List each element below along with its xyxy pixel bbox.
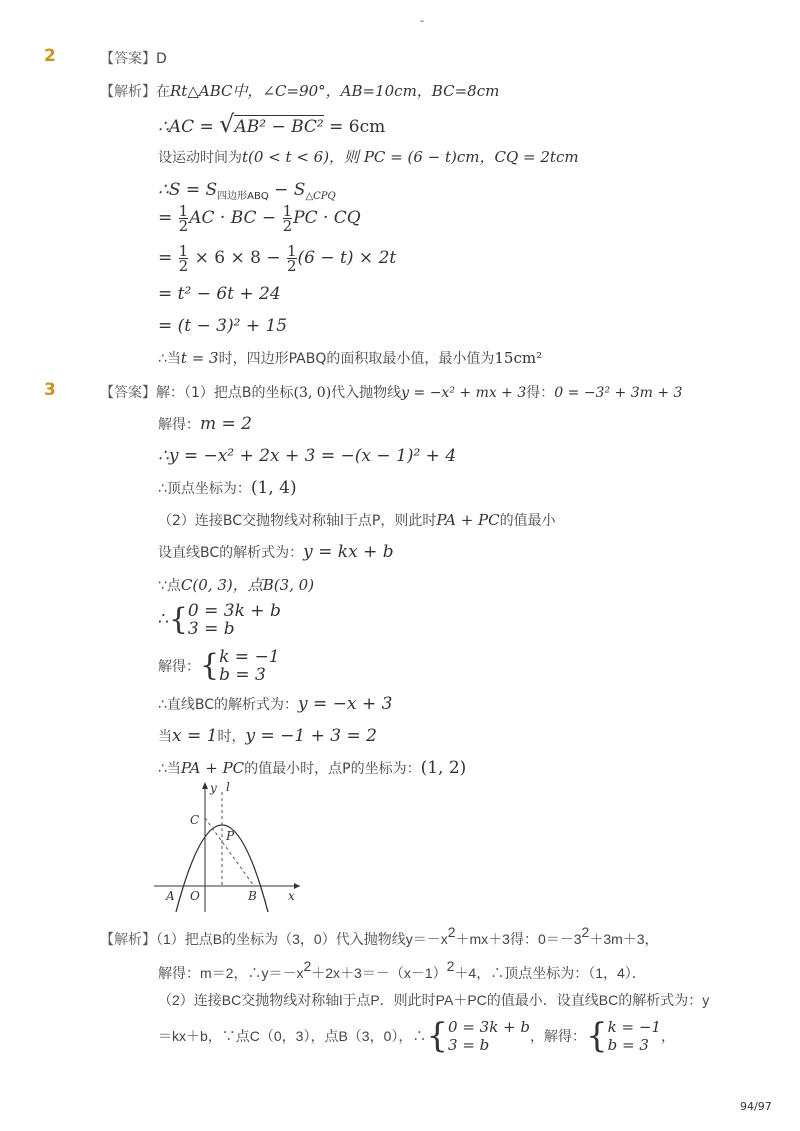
- q2-line-conclusion: [158, 348, 542, 368]
- q2-line-quadratic: = t² − 6t + 24: [158, 284, 281, 304]
- q3-analysis-line-1: 【解析】（1）把点B的坐标为（3，0）代入抛物线y＝－x2＋mx＋3得：0＝－32＋3m＋3，: [100, 924, 659, 948]
- math: t(0 < t < 6)，则 PC = (6 − t)cm，CQ = 2tcm: [242, 148, 579, 166]
- q3-line-solve-m: [158, 414, 252, 434]
- label-c: C: [190, 813, 200, 827]
- text: （1）把点B的坐标为（3，0）代入抛物线y＝－x: [156, 931, 448, 947]
- text: ∵点: [158, 578, 181, 594]
- math: 15cm²: [494, 349, 543, 367]
- brace: {: [168, 602, 188, 637]
- text: 时，四边形PABQ的面积取最小值，最小值为: [218, 351, 495, 367]
- math: =: [158, 208, 178, 228]
- text: 设运动时间为: [158, 150, 242, 166]
- text: ∴直线BC的解析式为：: [158, 697, 299, 713]
- text: ＋2x＋3＝－（x－1）: [311, 965, 447, 981]
- brace: {: [426, 1016, 449, 1056]
- q3-analysis-line-4: [158, 1018, 675, 1054]
- equation-system: k = −1 b = 3: [607, 1018, 661, 1054]
- q2-line-expand: [158, 204, 361, 233]
- question-number-3: 3: [44, 380, 56, 400]
- question-number-2: 2: [44, 46, 56, 66]
- text: ∴顶点坐标为：: [158, 481, 251, 497]
- text: 解得：: [158, 659, 200, 675]
- q3-line-parabola: ∴y = −x² + 2x + 3 = −(x − 1)² + 4: [158, 446, 457, 466]
- label-p: P: [226, 829, 235, 843]
- q3-line-bc-form: [158, 542, 394, 562]
- subscript: 四边形ABQ: [217, 191, 269, 202]
- math: y = −x² + mx + 3: [401, 385, 527, 401]
- text: 时，: [217, 729, 246, 745]
- text: ＋4，∴顶点坐标为：（1，4）．: [454, 965, 646, 981]
- x-axis-arrow: [294, 883, 300, 889]
- math: − S: [268, 180, 306, 200]
- q3-answer-line-1: [100, 382, 682, 402]
- q3-analysis-line-2: 解得：m＝2，∴y＝－x2＋2x＋3＝－（x－1）2＋4，∴顶点坐标为：（1，4）．: [158, 958, 646, 981]
- math: PC · CQ: [293, 208, 361, 228]
- math: (3, 0): [293, 385, 332, 401]
- label-y: y: [210, 781, 217, 795]
- math: t = 3: [180, 349, 219, 367]
- header-mark: -: [420, 14, 424, 27]
- label-o: O: [190, 889, 200, 903]
- analysis-tag: 【解析】: [100, 84, 156, 100]
- text: 解：（1）把点B的坐标: [156, 385, 294, 401]
- q3-line-bc: [158, 694, 392, 714]
- q3-line-x1: [158, 726, 377, 746]
- math: y = −1 + 3 = 2: [245, 726, 377, 746]
- q3-line-points: [158, 574, 314, 595]
- q3-line-vertex: [158, 478, 297, 498]
- equation-system: 0 = 3k + b 3 = b: [187, 601, 281, 639]
- page-number: 94/97: [740, 1100, 772, 1113]
- text: （2）连接BC交抛物线对称轴l于点P，则此时: [158, 513, 437, 529]
- text: 的值最小: [499, 513, 556, 529]
- q3-line-point-p: [158, 758, 466, 778]
- y-axis-arrow: [202, 782, 208, 789]
- math: y = −x + 3: [298, 694, 393, 714]
- text: ∴当: [158, 761, 181, 777]
- math: = 6cm: [323, 117, 386, 137]
- fraction-half: $\frac{1}{2}$: [282, 202, 293, 235]
- math: ∴AC =: [158, 117, 220, 137]
- text: ＝kx＋b，∵点C（0，3），点B（3，0），∴: [158, 1028, 427, 1044]
- text: ＋mx＋3得：0＝－3: [455, 931, 582, 947]
- q2-line-substitute: [158, 244, 396, 273]
- fraction-half: $\frac{1}{2}$: [178, 242, 189, 275]
- math: 0 = −3² + 3m + 3: [554, 385, 683, 401]
- q2-line-time: [158, 146, 579, 167]
- math: (1, 4): [250, 478, 297, 498]
- q2-line-ac: [158, 110, 385, 138]
- math: m = 2: [200, 414, 252, 434]
- math: =: [158, 248, 178, 268]
- label-b: B: [248, 889, 257, 903]
- math: PA + PC: [436, 511, 500, 529]
- math: (1, 2): [420, 758, 467, 778]
- q3-system-1: [158, 602, 281, 638]
- answer-value: D: [156, 51, 167, 67]
- radicand: AB² − BC²: [234, 117, 324, 137]
- text: 设直线BC的解析式为：: [158, 545, 304, 561]
- math: C(0, 3)，点B(3, 0): [180, 576, 315, 594]
- text: ，解得：: [530, 1028, 587, 1044]
- text: ＋3m＋3，: [589, 931, 659, 947]
- math: ∴S = S: [158, 180, 218, 200]
- label-x: x: [288, 889, 295, 903]
- therefore-sign: ∴: [158, 609, 169, 630]
- text: 在: [156, 84, 170, 100]
- math: y = kx + b: [303, 542, 394, 562]
- q3-analysis-line-3: （2）连接BC交抛物线对称轴l于点P．则此时PA＋PC的值最小．设直线BC的解析式为：y: [158, 992, 710, 1008]
- analysis-tag: 【解析】: [100, 932, 156, 948]
- text: 解得：: [158, 417, 200, 433]
- sqrt-sign: √: [219, 110, 235, 138]
- text: 的值最小时，点P的坐标为：: [244, 761, 421, 777]
- brace: {: [200, 648, 220, 683]
- math: Rt△ABC中，∠C=90°，AB=10cm，BC=8cm: [170, 82, 500, 100]
- q2-line-vertex-form: = (t − 3)² + 15: [158, 316, 288, 336]
- q2-answer-line: [100, 48, 167, 68]
- parabola-graph: [150, 778, 310, 913]
- math: × 6 × 8 −: [189, 248, 286, 268]
- math: x = 1: [172, 726, 218, 746]
- brace: {: [586, 1016, 608, 1056]
- q2-line-area: [158, 180, 336, 202]
- math: AC · BC −: [189, 208, 282, 228]
- text: 解得：m＝2，∴y＝－x: [158, 965, 304, 981]
- answer-tag: 【答案】: [100, 51, 156, 67]
- equation-system: k = −1 b = 3: [219, 647, 280, 685]
- answer-tag: 【答案】: [100, 385, 156, 401]
- text: 当: [158, 729, 172, 745]
- text: ，: [660, 1028, 675, 1044]
- text: 代入抛物线: [331, 385, 402, 401]
- label-a: A: [166, 889, 175, 903]
- text: ∴当: [158, 351, 181, 367]
- fraction-half: $\frac{1}{2}$: [178, 202, 189, 235]
- math: (6 − t) × 2t: [297, 248, 397, 268]
- q3-system-2: [158, 648, 280, 684]
- q2-analysis-line-1: [100, 80, 499, 101]
- label-l: l: [226, 780, 230, 794]
- q3-line-part2: [158, 510, 556, 530]
- math: PA + PC: [180, 759, 245, 777]
- equation-system: 0 = 3k + b 3 = b: [448, 1018, 531, 1054]
- text: 得：: [526, 385, 555, 401]
- fraction-half: $\frac{1}{2}$: [287, 242, 297, 275]
- subscript: △CPQ: [305, 191, 336, 202]
